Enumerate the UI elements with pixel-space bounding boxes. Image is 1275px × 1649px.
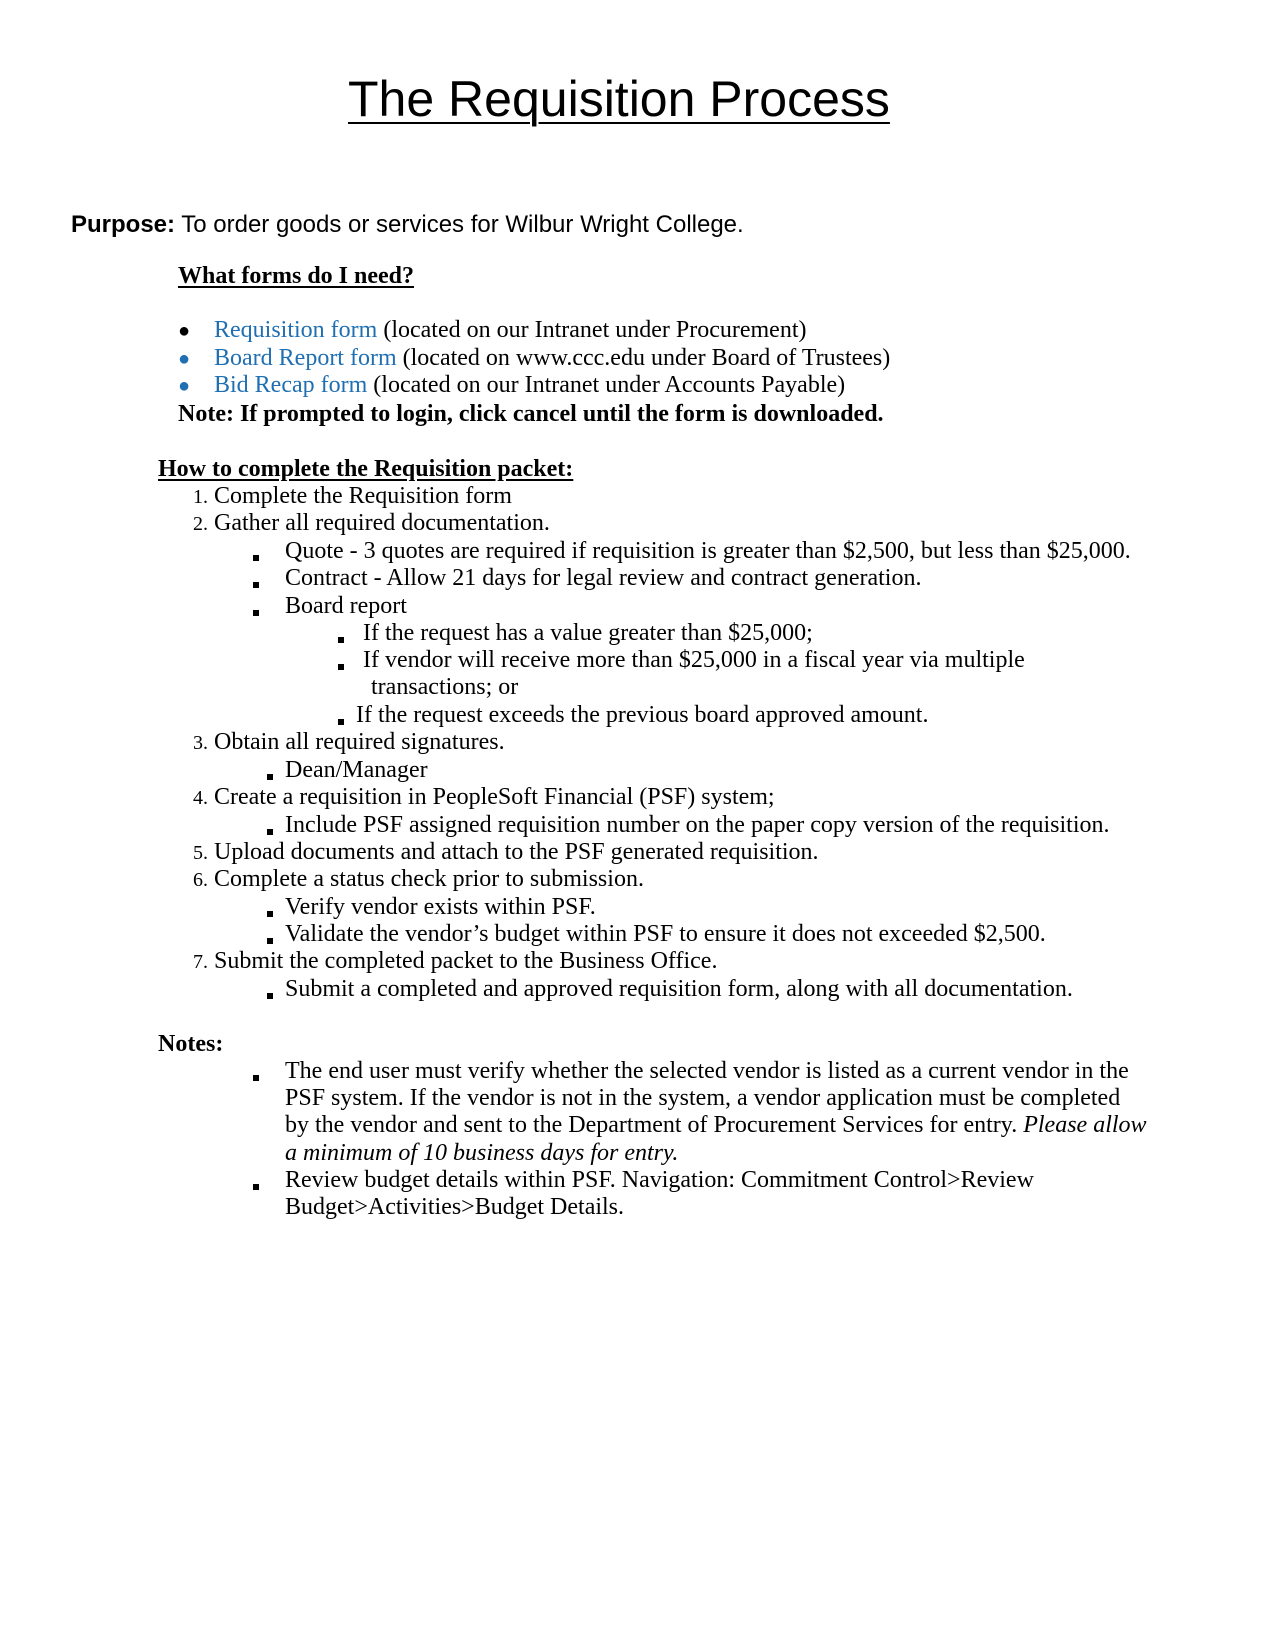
sub-item: Board report [285,593,407,619]
sub-sub-item: If vendor will receive more than $25,000 in a fiscal year via multiple [363,647,1025,673]
form-location-text: (located on our Intranet under Accounts Payable) [367,372,846,398]
square-bullet-icon [267,986,273,1004]
square-bullet-icon [253,1068,259,1086]
notes-heading: Notes: [158,1031,224,1057]
forms-heading: What forms do I need? [178,263,415,289]
form-location-text: (located on our Intranet under Procurement) [377,317,807,343]
square-bullet-icon [338,657,344,675]
sub-item: Include PSF assigned requisition number on the paper copy version of the requisition. [285,812,1110,838]
login-note: Note: If prompted to login, click cancel until the form is downloaded. [178,401,884,427]
form-list-item [178,316,190,345]
form-list-item [178,344,190,373]
step-text: Create a requisition in PeopleSoft Financial (PSF) system; [214,784,775,810]
bullet-icon: ● [178,348,191,370]
square-bullet-icon [253,1177,259,1195]
bid-recap-form-link[interactable]: Bid Recap form [214,372,368,398]
note-italic-text: Please allow [1023,1112,1147,1138]
note-line: by the vendor and sent to the Department of Procurement Services for entry. Please allow [285,1112,1147,1138]
step-text: Obtain all required signatures. [214,729,505,755]
step-number: 6. [193,869,208,891]
step-number: 7. [193,951,208,973]
purpose-line [71,211,744,239]
step-number: 5. [193,842,208,864]
bullet-icon: ● [178,320,191,342]
sub-item: Contract - Allow 21 days for legal review and contract generation. [285,565,922,591]
form-list-item [214,371,845,399]
square-bullet-icon [267,904,273,922]
step-text: Gather all required documentation. [214,510,550,536]
purpose-text: To order goods or services for Wilbur Wright College. [175,211,744,238]
note-line: Budget>Activities>Budget Details. [285,1194,625,1220]
square-bullet-icon [253,603,259,621]
form-list-item [178,371,190,400]
square-bullet-icon [253,548,259,566]
step-text: Complete a status check prior to submission. [214,866,644,892]
sub-item: Quote - 3 quotes are required if requisition is greater than $2,500, but less than $25,000. [285,538,1131,564]
sub-sub-item: If the request has a value greater than $25,000; [363,620,813,646]
step-text: Complete the Requisition form [214,483,512,509]
note-line: The end user must verify whether the selected vendor is listed as a current vendor in the [285,1058,1129,1084]
sub-item: Validate the vendor’s budget within PSF to ensure it does not exceeded $2,500. [285,921,1046,947]
sub-sub-item: If the request exceeds the previous board approved amount. [356,702,929,728]
step-text: Submit the completed packet to the Business Office. [214,948,718,974]
board-report-form-link[interactable]: Board Report form [214,345,397,371]
note-line: PSF system. If the vendor is not in the system, a vendor application must be completed [285,1085,1121,1111]
form-list-item [214,316,807,344]
square-bullet-icon [338,630,344,648]
sub-item: Dean/Manager [285,757,428,783]
step-number: 2. [193,513,208,535]
step-text: Upload documents and attach to the PSF generated requisition. [214,839,819,865]
sub-item: Submit a completed and approved requisition form, along with all documentation. [285,976,1073,1002]
bullet-icon: ● [178,375,191,397]
step-number: 3. [193,732,208,754]
form-list-item [214,344,890,372]
form-location-text: (located on www.ccc.edu under Board of Trustees) [396,345,891,371]
step-number: 1. [193,486,208,508]
sub-item: Verify vendor exists within PSF. [285,894,596,920]
note-italic-line: a minimum of 10 business days for entry. [285,1140,679,1166]
square-bullet-icon [253,575,259,593]
purpose-label: Purpose: [71,211,176,238]
requisition-form-link[interactable]: Requisition form [214,317,378,343]
packet-heading: How to complete the Requisition packet: [158,456,574,482]
page-title: The Requisition Process [348,71,890,127]
note-line: Review budget details within PSF. Navigation: Commitment Control>Review [285,1167,1034,1193]
step-number: 4. [193,787,208,809]
sub-sub-item-continuation: transactions; or [371,674,519,700]
